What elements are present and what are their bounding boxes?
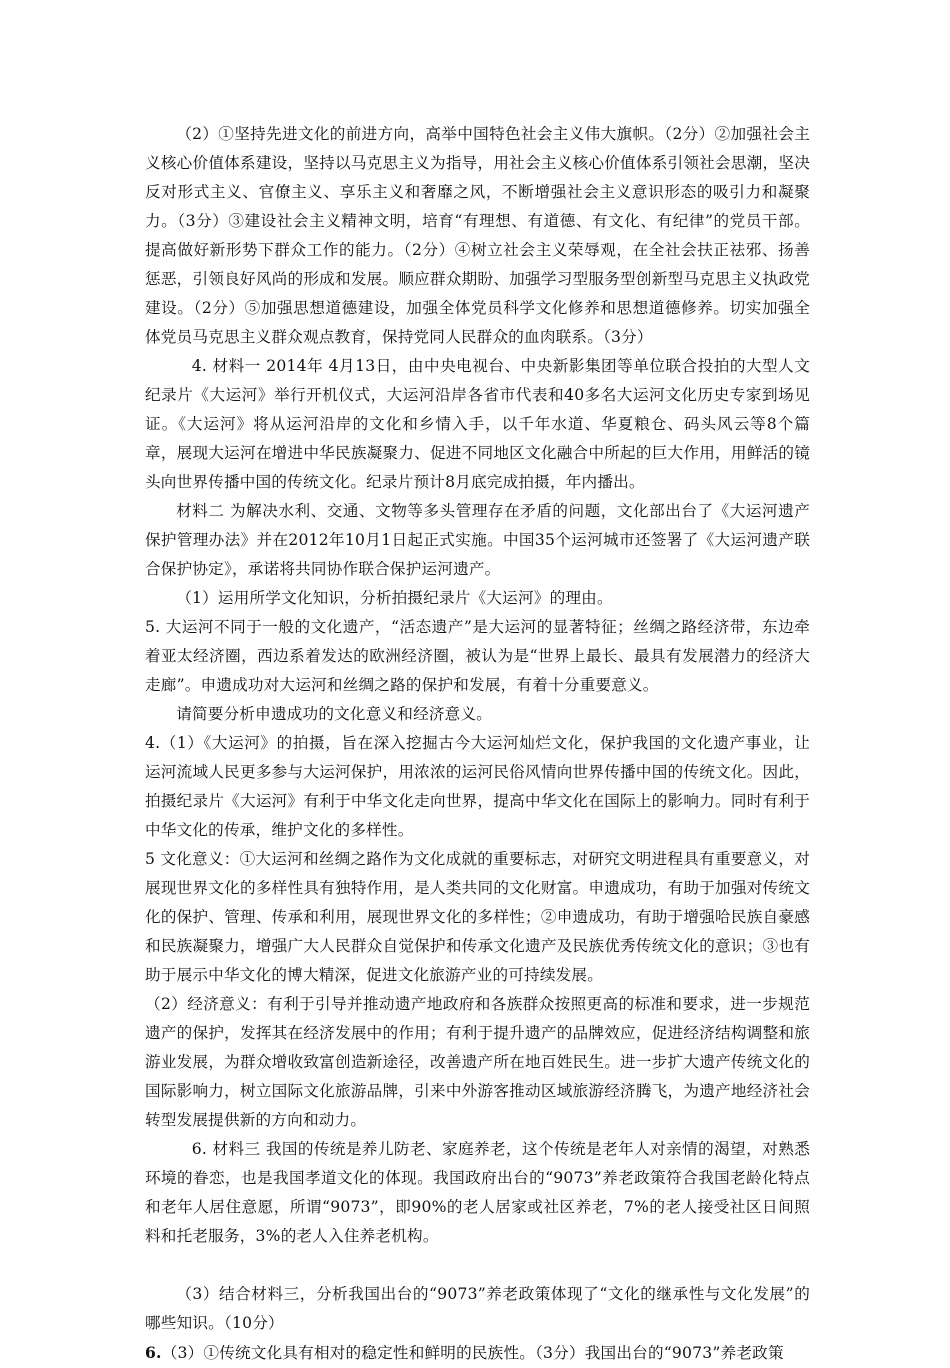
answer-5-economic: （2）经济意义：有利于引导并推动遗产地政府和各族群众按照更高的标准和要求，进一步规范遗产的保护，发挥其在经济发展中的作用；有利于提升遗产的品牌效应，促进经济结构调整和旅游业发展，为群众增收致富创造新途径，改善遗产所在地百姓民生。进一步扩大遗产传统文化的国际影响力，树立国际文化旅游品牌，引来中外游客推动区域旅游经济腾飞，为遗产地经济社会转型发展提供新的方向和动力。: [145, 995, 810, 1129]
answer-6-3: [145, 1338, 810, 1368]
question-4-prompt-1: （1）运用所学文化知识，分析拍摄纪录片《大运河》的理由。: [176, 589, 613, 607]
answer-paragraph-3-2: （2）①坚持先进文化的前进方向，高举中国特色社会主义伟大旗帜。（2分）②加强社会主义核心价值体系建设，坚持以马克思主义为指导，用社会主义核心价值体系引领社会思潮，坚决反对形式主义、官僚主义、享乐主义和奢靡之风，不断增强社会主义意识形态的吸引力和凝聚力。（3分）③建设社会主义精神文明，培育“有理想、有道德、有文化、有纪律”的党员干部。提高做好新形势下群众工作的能力。（2分）④树立社会主义荣辱观，在全社会扶正祛邪、扬善惩恶，引领良好风尚的形成和发展。顺应群众期盼、加强学习型服务型创新型马克思主义执政党建设。（2分）⑤加强思想道德建设，加强全体党员科学文化修养和思想道德修养。切实加强全体党员马克思主义群众观点教育，保持党同人民群众的血肉联系。（3分）: [145, 125, 810, 346]
question-6-material-3: 6. 材料三 我国的传统是养儿防老、家庭养老，这个传统是老年人对亲情的渴望，对熟悉环境的眷恋，也是我国孝道文化的体现。我国政府出台的“9073”养老政策符合我国老龄化特点和老年人居住意愿，所谓“9073”，即90%的老人居家或社区养老，7%的老人接受社区日间照料和托老服务，3%的老人入住养老机构。: [145, 1140, 810, 1245]
blank-line: [145, 1251, 810, 1280]
question-6-prompt-3: （3）结合材料三，分析我国出台的“9073”养老政策体现了“文化的继承性与文化发展”的哪些知识。（10分）: [145, 1285, 810, 1332]
question-4-material-1: 4. 材料一 2014年 4月13日，由中央电视台、中央新影集团等单位联合投拍的大型人文纪录片《大运河》举行开机仪式，大运河沿岸各省市代表和40多名大运河文化历史专家到场见证。《大运河》将从运河沿岸的文化和乡情入手，以千年水道、华夏粮仓、码头风云等8个篇章，展现大运河在增进中华民族凝聚力、促进不同地区文化融合中所起的巨大作用，用鲜活的镜头向世界传播中国的传统文化。纪录片预计8月底完成拍摄，年内播出。: [145, 357, 810, 491]
answer-4-1: 4.（1）《大运河》的拍摄，旨在深入挖掘古今大运河灿烂文化，保护我国的文化遗产事业，让运河流域人民更多参与大运河保护，用浓浓的运河民俗风情向世界传播中国的传统文化。因此，拍摄纪录片《大运河》有利于中华文化走向世界，提高中华文化在国际上的影响力。同时有利于中华文化的传承，维护文化的多样性。: [145, 734, 810, 839]
answer-5-cultural: 5 文化意义：①大运河和丝绸之路作为文化成就的重要标志，对研究文明进程具有重要意义，对展现世界文化的多样性具有独特作用，是人类共同的文化财富。申遗成功，有助于加强对传统文化的保护、管理、传承和利用，展现世界文化的多样性；②申遗成功，有助于增强哈民族自豪感和民族凝聚力，增强广大人民群众自觉保护和传承文化遗产及民族优秀传统文化的意识；③也有助于展示中华文化的博大精深，促进文化旅游产业的可持续发展。: [145, 850, 810, 984]
question-5-prompt: 请简要分析申遗成功的文化意义和经济意义。: [176, 705, 493, 723]
document-body: [145, 120, 810, 1368]
answer-6-3-text: （3）①传统文化具有相对的稳定性和鲜明的民族性。（3分）我国出台的“9073”养老政策: [161, 1344, 784, 1362]
question-5-text: 5. 大运河不同于一般的文化遗产，“活态遗产”是大运河的显著特征；丝绸之路经济带，东边牵着亚太经济圈，西边系着发达的欧洲经济圈，被认为是“世界上最长、最具有发展潜力的经济大走廊”。申遗成功对大运河和丝绸之路的保护和发展，有着十分重要意义。: [145, 618, 810, 694]
answer-number: 6.: [145, 1343, 162, 1362]
question-4-material-2: 材料二 为解决水利、交通、文物等多头管理存在矛盾的问题，文化部出台了《大运河遗产保护管理办法》并在2012年10月1日起正式实施。中国35个运河城市还签署了《大运河遗产联合保护协定》，承诺将共同协作联合保护运河遗产。: [145, 502, 810, 578]
